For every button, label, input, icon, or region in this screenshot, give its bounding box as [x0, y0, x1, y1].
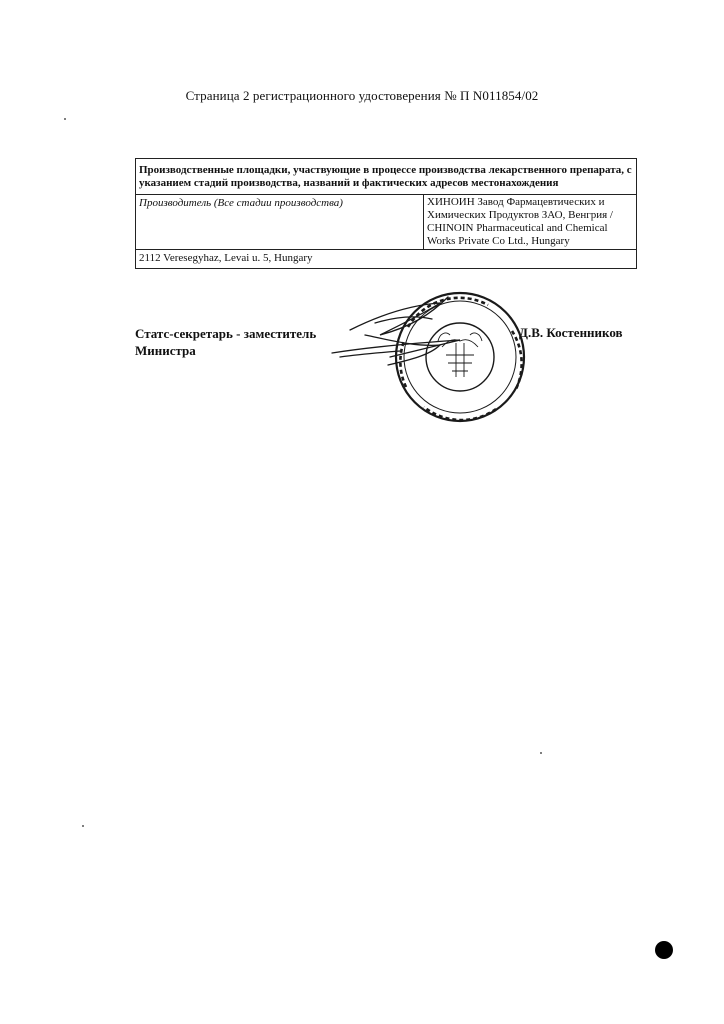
signatory-name: Д.В. Костенников [519, 325, 623, 340]
production-role-cell: Производитель (Все стадии производства) [136, 195, 424, 250]
signature-seal-graphic [320, 285, 560, 435]
signature-and-seal [320, 285, 560, 435]
page-header: Страница 2 регистрационного удостоверения № П N011854/02 [185, 88, 539, 103]
scan-speck [540, 752, 542, 754]
scan-speck [64, 118, 66, 120]
scan-speck [82, 825, 84, 827]
table-header-row [136, 159, 637, 195]
address-row [136, 250, 637, 269]
table-header-cell: Производственные площадки, участвующие в процессе производства лекарственного препарата, с указанием стадий производства, названий и фактических адресов местонахождения [136, 159, 637, 195]
production-sites-table [135, 158, 637, 269]
official-seal [396, 293, 524, 421]
table-row [136, 195, 637, 250]
marker-dot [655, 941, 673, 959]
address-cell: 2112 Veresegyhaz, Levai u. 5, Hungary [136, 250, 637, 269]
manufacturer-cell: ХИНОИН Завод Фармацевтических и Химических Продуктов ЗАО, Венгрия / CHINOIN Pharmaceutical and Chemical Works Private Co Ltd., Hungary [424, 195, 637, 250]
signatory-title: Статс-секретарь - заместитель Министра [135, 326, 317, 358]
